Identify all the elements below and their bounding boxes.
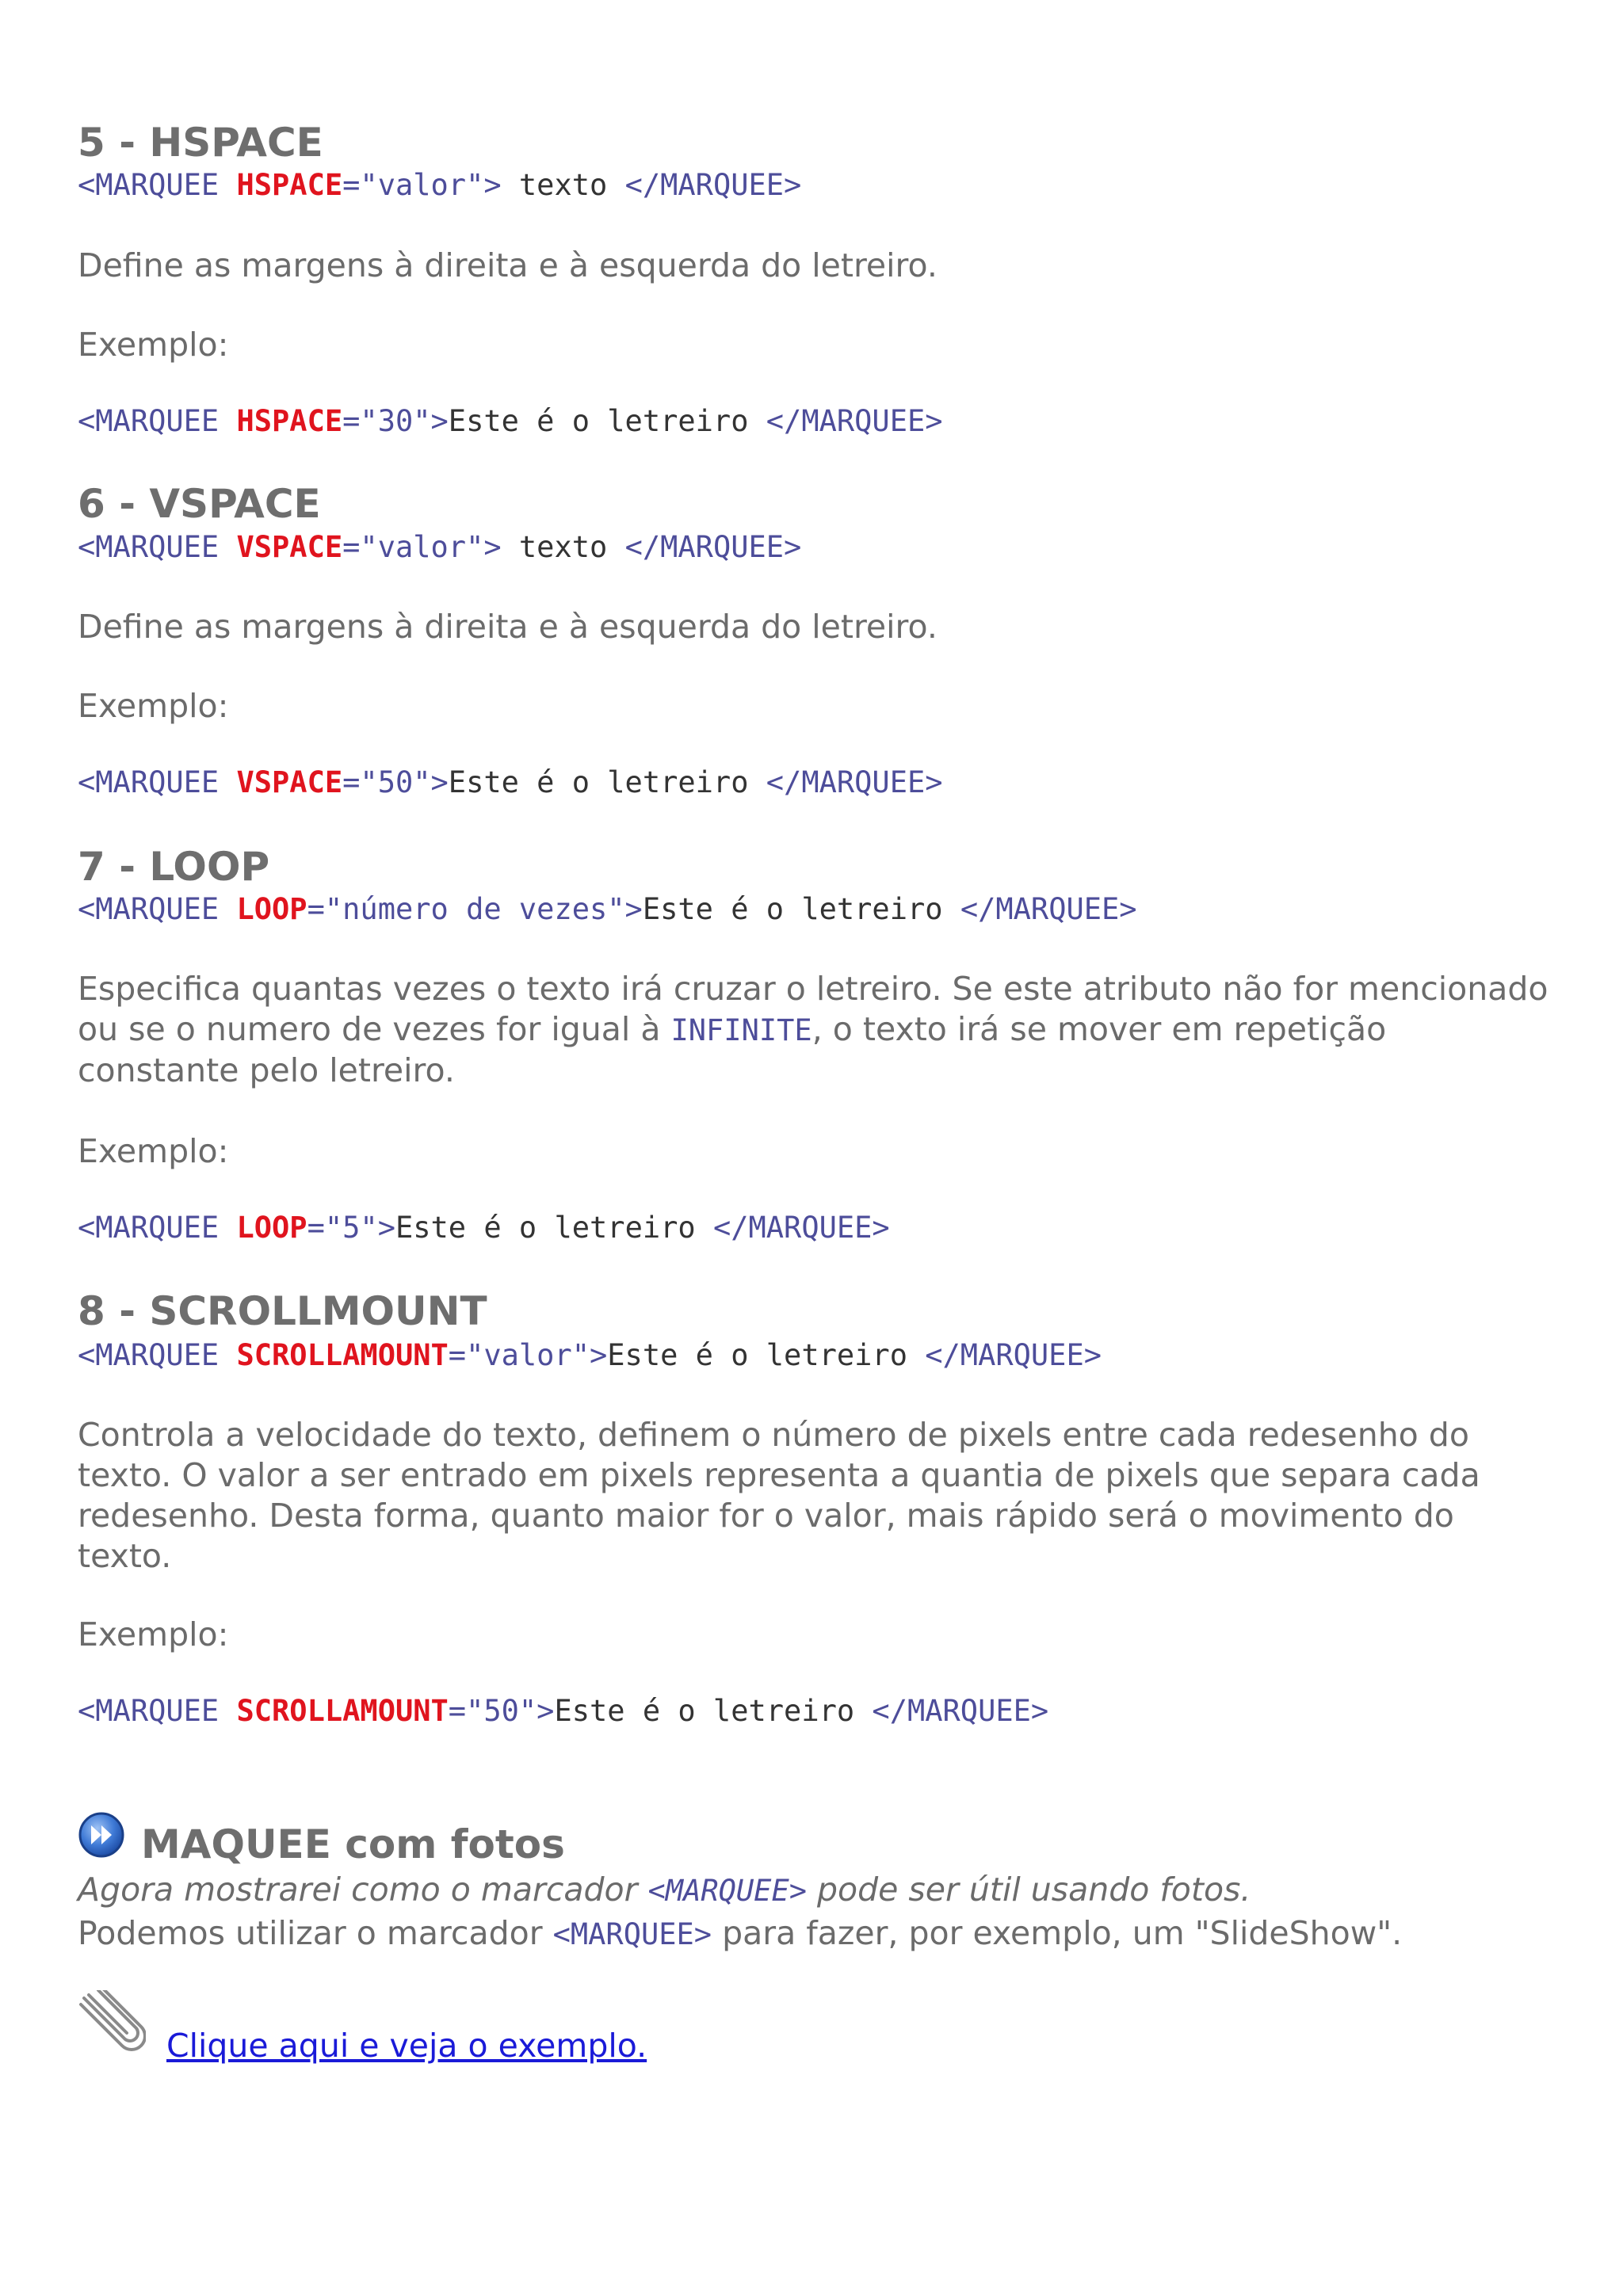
- section-heading: 7 - LOOP: [78, 844, 270, 890]
- section-heading: 6 - VSPACE: [78, 481, 321, 527]
- example-code: <MARQUEE VSPACE="50">Este é o letreiro </MARQUEE>: [78, 765, 943, 799]
- example-link-wrap: [166, 2027, 647, 2065]
- description: Especifica quantas vezes o texto irá cruzar o letreiro. Se este atributo não for mencionado ou se o numero de vezes for igual à INFINITE, o texto irá se mover em repetição constante pelo letreiro.: [78, 970, 1549, 1089]
- example-label: Exemplo:: [78, 1132, 229, 1170]
- section-heading: 8 - SCROLLMOUNT: [78, 1288, 487, 1334]
- photos-heading: MAQUEE com fotos: [141, 1821, 565, 1867]
- example-code: <MARQUEE LOOP="5">Este é o letreiro </MARQUEE>: [78, 1211, 890, 1245]
- fast-forward-icon: [78, 1811, 125, 1859]
- description: Define as margens à direita e à esquerda do letreiro.: [78, 608, 938, 646]
- example-label: Exemplo:: [78, 687, 229, 725]
- description: Controla a velocidade do texto, definem o número de pixels entre cada redesenho do texto. O valor a ser entrado em pixels representa a quantia de pixels que separa cada redesenho. Desta forma, quanto maior for o valor, mais rápido será o movimento do texto.: [78, 1416, 1480, 1575]
- photos-description: Podemos utilizar o marcador <MARQUEE> para fazer, por exemplo, um "SlideShow".: [78, 1914, 1403, 1952]
- example-code: <MARQUEE SCROLLAMOUNT="50">Este é o letreiro </MARQUEE>: [78, 1694, 1049, 1728]
- example-link[interactable]: Clique aqui e veja o exemplo.: [166, 2027, 647, 2065]
- syntax-line: <MARQUEE VSPACE="valor"> texto </MARQUEE>: [78, 530, 802, 564]
- photos-intro: Agora mostrarei como o marcador <MARQUEE> pode ser útil usando fotos.: [78, 1871, 1251, 1909]
- example-label: Exemplo:: [78, 326, 229, 364]
- paperclip-icon: [78, 1990, 146, 2058]
- example-code: <MARQUEE HSPACE="30">Este é o letreiro </MARQUEE>: [78, 404, 943, 438]
- example-label: Exemplo:: [78, 1615, 229, 1653]
- syntax-line: <MARQUEE LOOP="número de vezes">Este é o letreiro </MARQUEE>: [78, 892, 1137, 926]
- syntax-line: <MARQUEE HSPACE="valor"> texto </MARQUEE>: [78, 168, 802, 202]
- section-heading: 5 - HSPACE: [78, 120, 323, 166]
- description: Define as margens à direita e à esquerda do letreiro.: [78, 246, 938, 284]
- syntax-line: <MARQUEE SCROLLAMOUNT="valor">Este é o letreiro </MARQUEE>: [78, 1338, 1102, 1372]
